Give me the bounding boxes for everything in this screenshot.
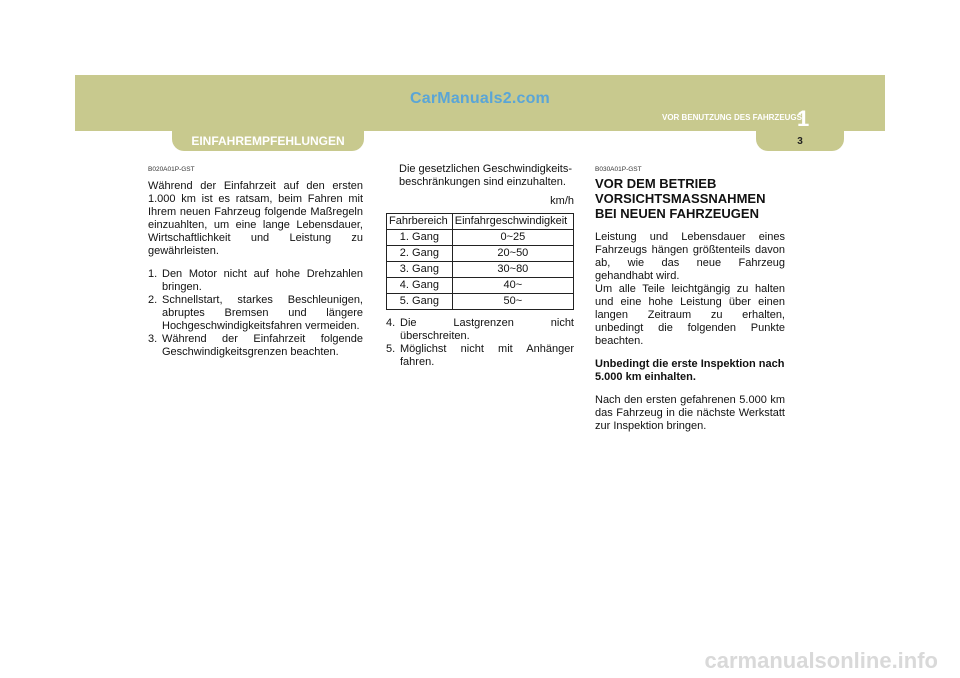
- section-heading: VOR DEM BETRIEB VORSICHTSMASSNAHMEN BEI NEUEN FAHRZEUGEN: [595, 176, 766, 221]
- page-number-tab: [756, 131, 844, 151]
- gear-cell: 3. Gang: [387, 262, 453, 278]
- right-column: [595, 166, 785, 433]
- list-number: 1.: [148, 268, 158, 280]
- section-code: B020A01P-GST: [148, 166, 195, 173]
- bold-note: Unbedingt die erste Inspektion nach 5.000 km einhalten.: [595, 358, 785, 383]
- column-header: Einfahrgeschwindigkeit: [452, 214, 573, 230]
- instruction-list-continued: [386, 317, 574, 369]
- chapter-number: 1: [797, 106, 810, 131]
- instruction-list: [148, 268, 363, 359]
- speed-cell: 30~80: [452, 262, 573, 278]
- speed-cell: 0~25: [452, 230, 573, 246]
- site-watermark[interactable]: CarManuals2.com: [410, 90, 550, 107]
- paragraph: Nach den ersten gefahrenen 5.000 km das Fahrzeug in die nächste Werkstatt zur Inspektion bringen.: [595, 394, 785, 432]
- list-text: Den Motor nicht auf hohe Drehzahlen bringen.: [162, 268, 363, 293]
- list-item: [148, 333, 363, 359]
- column-header: Fahrbereich: [387, 214, 453, 230]
- speed-limit-note: Die gesetzlichen Geschwindigkeits-beschränkungen sind einzuhalten.: [399, 163, 573, 188]
- list-number: 3.: [148, 333, 158, 345]
- footer-watermark[interactable]: carmanualsonline.info: [704, 648, 938, 673]
- speed-table: [386, 213, 574, 310]
- table-header-row: [387, 214, 574, 230]
- table-row: [387, 246, 574, 262]
- speed-cell: 50~: [452, 294, 573, 310]
- list-item: [148, 294, 363, 333]
- table-row: [387, 294, 574, 310]
- gear-cell: 1. Gang: [387, 230, 453, 246]
- gear-cell: 5. Gang: [387, 294, 453, 310]
- list-number: 2.: [148, 294, 158, 306]
- list-text: Die Lastgrenzen nicht überschreiten.: [400, 317, 574, 342]
- list-text: Möglichst nicht mit Anhänger fahren.: [400, 343, 574, 368]
- list-text: Während der Einfahrzeit folgende Geschwindigkeitsgrenzen beachten.: [162, 333, 363, 358]
- intro-paragraph: Während der Einfahrzeit auf den ersten 1.000 km ist es ratsam, beim Fahren mit Ihrem neuen Fahrzeug folgende Maßregeln einzuahlten, um eine lange Lebensdauer, Wirtschaftlichkeit und Leistung zu gewährleisten.: [148, 180, 363, 257]
- list-number: 5.: [386, 343, 396, 355]
- speed-cell: 20~50: [452, 246, 573, 262]
- speed-cell: 40~: [452, 278, 573, 294]
- page-number: 3: [797, 135, 803, 147]
- section-title: VOR BENUTZUNG DES FAHRZEUGS: [661, 113, 802, 122]
- left-column: [148, 166, 363, 359]
- list-item: [386, 317, 574, 343]
- gear-cell: 2. Gang: [387, 246, 453, 262]
- list-item: [386, 343, 574, 369]
- section-code: B030A01P-GST: [595, 166, 642, 173]
- table-row: [387, 230, 574, 246]
- section-tab: [172, 131, 364, 151]
- middle-column: [386, 163, 574, 369]
- list-text: Schnellstart, starkes Beschleunigen, abruptes Bremsen und längere Hochgeschwindigkeitsfahren vermeiden.: [162, 294, 363, 332]
- list-item: [148, 268, 363, 294]
- list-number: 4.: [386, 317, 396, 329]
- table-row: [387, 278, 574, 294]
- table-row: [387, 262, 574, 278]
- paragraph: Um alle Teile leichtgängig zu halten und eine hohe Leistung über einen langen Zeitraum zu erhalten, unbedingt die folgenden Punkte beachten.: [595, 283, 785, 347]
- gear-cell: 4. Gang: [387, 278, 453, 294]
- paragraph: Leistung und Lebensdauer eines Fahrzeugs hängen größtenteils davon ab, wie das neue Fahrzeug gehandhabt wird.: [595, 231, 785, 282]
- section-tab-label: EINFAHREMPFEHLUNGEN: [191, 134, 345, 148]
- speed-unit: km/h: [550, 195, 574, 207]
